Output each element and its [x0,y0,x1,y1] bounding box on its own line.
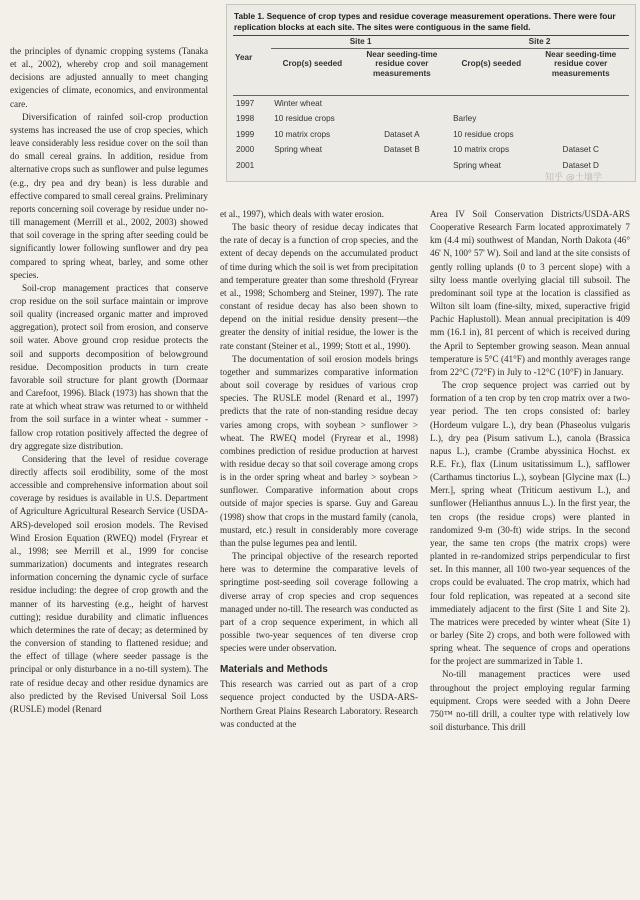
paragraph: The crop sequence project was carried out by formation of a ten crop by ten crop matrix over a two-year period. The ten crops consisted of: barley (Hordeum vulgare L.), dry bean (Phaseolus vulgaris L.), dry pea (Pisum sativum L.), canola (Brassica napus L.), crambe (Crambe abyssinica Hochst. ex R.E. Fr.), flax (Linum usitatissimum L.), safflower (Carthamus tinctorius L.), soybean [Glycine max (L.) Merr.], spring wheat (Triticum aestivum L.), and sunflower (Helianthus annuus L.). In the first year, the ten crops (the residue crops) were planted in randomized 9-m (30-ft) wide strips. In the second year, the same ten crops (the matrix crops) were planted in re-randomized strips perpendicular to first set. In this manner, all 100 two-year sequences of the crops could be evaluated. The crop matrix, which had four fold replication, was repeated at a second site immediately adjacent to the first (Site 1 and Site 2). The matrices were preceded by winter wheat (Site 1) or barley (Site 2) crops, and both were followed with spring wheat. The sequence of crops and operations for the project are summarized in Table 1. [430,380,630,667]
site1-crop-cell: 10 matrix crops [274,129,331,139]
section-heading: Materials and Methods [220,664,328,676]
site1-measure-cell: Dataset A [384,129,420,139]
year-cell: 2000 [236,145,255,154]
paragraph: Soil-crop management practices that conserve crop residue on the soil surface maintain or improve soil quality (increased organic matter and improved aggregation), protect soil from erosion, and conserve soil water. Above ground crop residue protects the soil and supports decomposition of belowground residue. Decomposition products in turn create favorable soil structure for plant growth (Dormaar and Carefoot, 1996). Black (1973) has shown that the rate at which wheat straw was returned to or withheld from the soil surface in a winter wheat - summer - fallow crop rotation positively affected the degree of dry aggregate size distribution. [10,282,208,451]
site2-header: Site 2 [450,36,629,48]
site2-crop-cell: Spring wheat [453,160,501,170]
paragraph: No-till management practices were used throughout the project employing regular farming equipment. Crops were seeded with a John Deere 750™ no-till drill, a coulter type with relatively low soil disturbance. This drill [430,669,630,733]
site1-crop-cell: Winter wheat [274,98,322,108]
paragraph: The principal objective of the research reported here was to determine the comparative levels of springtime post-seeding soil coverage following a diverse array of crop species and crop sequences managed under no-till. The research was conducted as part of a crop sequence experiment, in which all possible two-year sequences of ten diverse crop species were under observation. [220,551,418,654]
table-caption: Table 1. Sequence of crop types and residue coverage measurement operations. There were four replication blocks at each site. The sites were contiguous in the same field. [234,11,616,32]
site2-measure-cell [532,95,629,111]
site1-crop-header: Crop(s) seeded [282,59,343,68]
year-cell: 1997 [236,98,255,108]
table-row [233,127,629,143]
year-cell: 2001 [236,160,255,170]
site2-measure-header: Near seeding-time residue cover measurements [545,49,617,78]
site2-crop-cell: 10 matrix crops [453,145,510,154]
site1-crop-cell: Spring wheat [274,145,322,154]
table-row [233,95,629,111]
site1-measure-cell [354,111,450,127]
site2-crop-cell: 10 residue crops [453,129,514,139]
paragraph: Diversification of rainfed soil-crop production systems has increased the use of crop species, which leave considerably less residue cover on the soil than do small cereal grains. In addition, residue from alternative crops such as sunflower and pulse legumes (e.g., dry pea and dry bean) is less durable and effective compared to small cereal grains. Preliminary reports concerning soil coverage by residue under no-till management (Merrill et al., 2002, 2003) showed that soil coverage in the spring after seeding could be significantly lower following sunflower and dry pea compared to spring wheat, barley, and some other species. [10,111,208,280]
paragraph: the principles of dynamic cropping systems (Tanaka et al., 2002), whereby crop and soil management decisions are adjusted annually to meet changing exigencies of climate, economics, and environmental care. [10,46,208,109]
site2-measure-cell [532,111,629,127]
site2-crop-cell [450,95,532,111]
paragraph: The basic theory of residue decay indicates that the rate of decay is a function of crop species, and the extent of decay depends on the accumulated product of time during which the soil is wet from precipitation and temperature greater than some threshold (Fryrear et al., 1998; Schomberg and Steiner, 1997). The rate constant of residue decay has also been shown to depend on the initial residue density present—the greater the density of initial residue, the lower is the rate constant (Steiner et al., 1999; Stott et al., 1990). [220,222,418,351]
site1-header: Site 1 [271,36,450,48]
site2-crop-cell: Barley [453,114,477,123]
site1-measure-header: Near seeding-time residue cover measurements [366,49,438,78]
site2-measure-cell: Dataset C [562,145,599,154]
year-cell: 1998 [236,114,255,123]
paragraph: The documentation of soil erosion models brings together and summarizes comparative information about soil coverage by residues of various crop species. The RUSLE model (Renard et al., 1997) predicts that the rate of non-standing residue decay varies among crops, with soybean > sunflower > wheat. The RWEQ model (Fryrear et al., 1998) combines prediction of residue production at harvest with residue decay so that soil coverage among crops is in the order spring wheat and barley > soybean > sunflower. Comparative information about crops outside of major species is sparse. Guy and Gareau (1998) show that crops in the mustard family (canola, mustard, etc.) result in considerably more coverage than the pulse legumes pea and lentil. [220,353,418,548]
text-column-1 [10,45,208,716]
site2-measure-cell: Dataset D [562,160,599,170]
paragraph: Considering that the level of residue coverage directly affects soil erodibility, some of the most accessible and comprehensive information about soil coverage by residues is available in U.S. Department of Agriculture Agricultural Research Service (USDA-ARS)-developed soil erosion models. The Revised Wind Erosion Equation (RWEQ) model (Fryrear et al., 1998; see Merrill et al., 1999 for concise summarization) documents and integrates research information concerning the dynamic cycle of surface residue including: the degree of crop growth and the manner of its harvesting (e.g., height of harvest cutting); residue durability and climatic influences which determines the rate of decay; as determined by the conversion of standing to flattened residue; and the effect of tillage (where seeder passage is the principal or only disturbance in a no-till system). The rate of residue decay and other residue dynamics are also predicted by the Revised Universal Soil Loss (RUSLE) model (Renard [10,453,208,714]
table-row [233,142,629,158]
site1-crop-cell: 10 residue crops [274,114,335,123]
site1-measure-cell [354,158,450,174]
site1-crop-cell [271,158,353,174]
watermark: 知乎 @土壤学 [545,173,602,183]
site1-measure-cell [354,95,450,111]
paragraph: Area IV Soil Conservation Districts/USDA-ARS Cooperative Research Farm located approximately 7 km (4.4 mi) southwest of Mandan, North Dakota (46° 46' N, 100° 57' W). Soil and land at the site consists of gently rolling uplands (0 to 3 percent slope) with a silty loess mantle overlying glacial till subsoil. The predominant soil type at the location is classified as Wilton silt loam (fine-silty, mixed, superactive frigid Pachic Haplustoll). Mean annual precipitation is 409 mm (16.1 in), 81 percent of which is received during the April to September growing season. Mean annual temperature is 5°C (41°F) and monthly averages range from 22°C (72°F) in July to -12°C (10°F) in January. [430,209,630,377]
year-header: Year [235,52,253,62]
paragraph: This research was carried out as part of a crop sequence project conducted by the USDA-ARS-Northern Great Plains Research Laboratory. Research was conducted at the [220,679,418,729]
paragraph: et al., 1997), which deals with water erosion. [220,209,384,219]
site2-crop-header: Crop(s) seeded [461,59,522,68]
year-cell: 1999 [236,129,255,139]
site2-measure-cell [532,127,629,143]
text-column-3 [430,208,630,734]
crop-sequence-table [226,4,636,182]
table-row [233,111,629,127]
text-column-2 [220,208,418,731]
site1-measure-cell: Dataset B [383,145,420,154]
crop-table [233,36,629,173]
